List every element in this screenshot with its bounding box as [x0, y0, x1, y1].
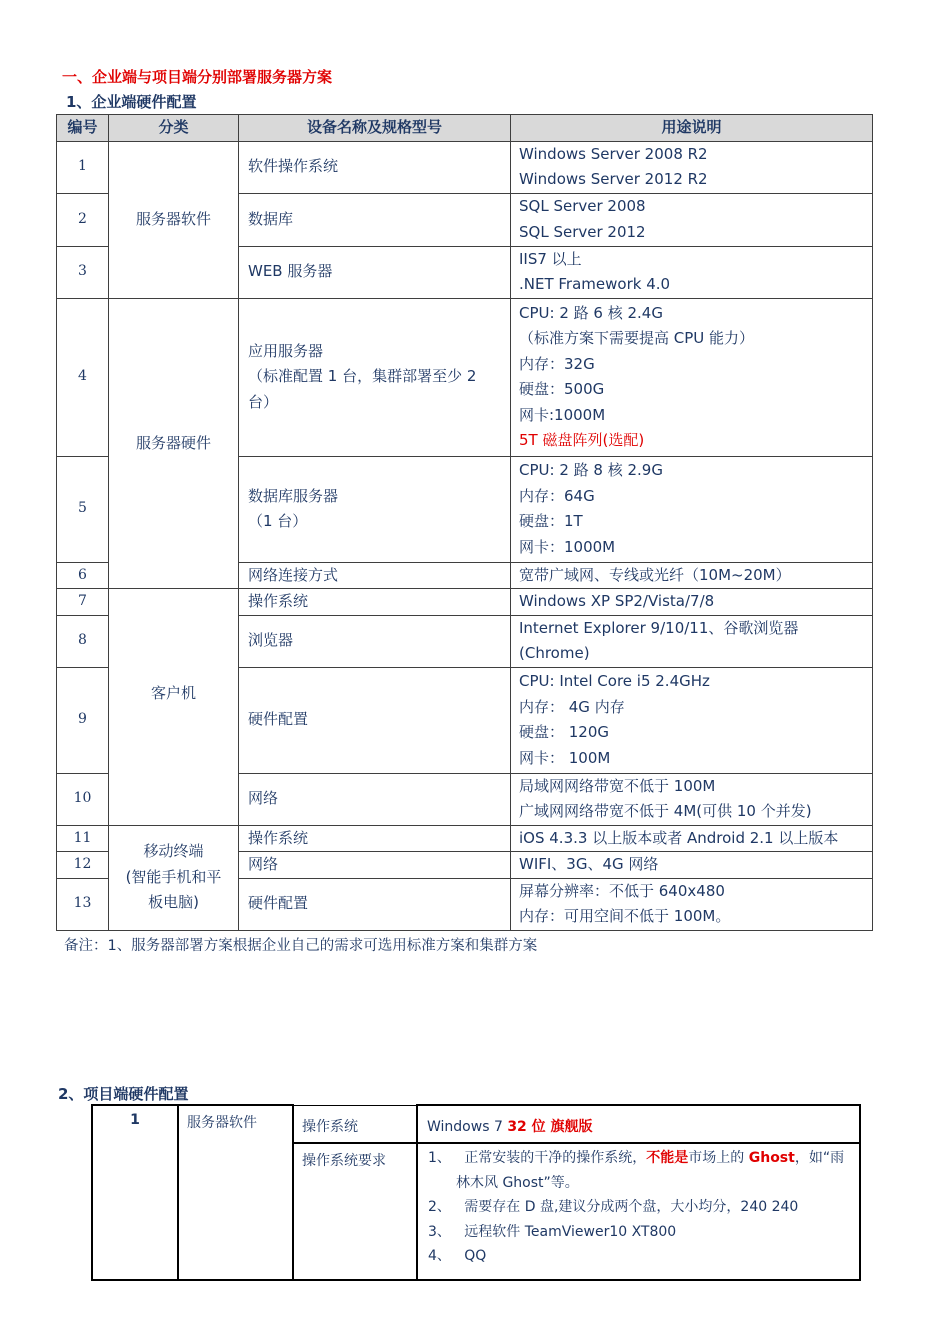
list-item: 1、 正常安装的干净的操作系统，不能是市场上的 Ghost，如“雨: [428, 1150, 845, 1166]
row-number: 9: [57, 667, 109, 773]
row-number: 4: [57, 298, 109, 456]
usage-cell: SQL Server 2008 SQL Server 2012: [511, 193, 873, 246]
subsection-title-enterprise: 1、企业端硬件配置: [66, 93, 197, 111]
row-number: 12: [57, 852, 109, 879]
usage-cell: 宽带广域网、专线或光纤（10M~20M）: [511, 562, 873, 589]
device-name-cell: 网络: [239, 852, 511, 879]
usage-cell: 屏幕分辨率：不低于 640x480 内存：可用空间不低于 100M。: [511, 878, 873, 930]
row-number: 11: [57, 825, 109, 852]
os-value-cell: Windows 7 32 位 旗舰版: [417, 1105, 860, 1143]
row-number: 6: [57, 562, 109, 589]
subsection-title-project: 2、项目端硬件配置: [58, 1085, 189, 1103]
category-cell: 服务器软件: [178, 1105, 293, 1280]
list-item: 2、 需要存在 D 盘,建议分成两个盘，大小均分，240 240: [428, 1199, 799, 1215]
table-row: [57, 141, 873, 193]
table-note: 备注：1、服务器部署方案根据企业自己的需求可选用标准方案和集群方案: [64, 938, 538, 954]
device-name-cell: 操作系统: [239, 825, 511, 852]
table-row: [57, 589, 873, 616]
section-title: 一、企业端与项目端分别部署服务器方案: [62, 68, 333, 86]
device-name-cell: 软件操作系统: [239, 141, 511, 193]
usage-cell: IIS7 以上 .NET Framework 4.0: [511, 246, 873, 298]
device-name-cell: 浏览器: [239, 615, 511, 667]
category-cell: 客户机: [109, 589, 239, 826]
row-number: 1: [92, 1105, 178, 1280]
row-number: 1: [57, 141, 109, 193]
usage-cell: CPU: 2 路 8 核 2.9G 内存：64G 硬盘：1T 网卡：1000M: [511, 456, 873, 562]
device-name-cell: 数据库: [239, 193, 511, 246]
device-name-cell: 操作系统: [239, 589, 511, 616]
usage-cell: WIFI、3G、4G 网络: [511, 852, 873, 879]
usage-cell: Windows XP SP2/Vista/7/8: [511, 589, 873, 616]
category-cell: 服务器硬件: [109, 298, 239, 589]
list-item-continuation: 林木风 Ghost”等。: [456, 1174, 579, 1191]
device-name-cell: 网络: [239, 773, 511, 825]
device-name-cell: 硬件配置: [239, 667, 511, 773]
usage-cell: iOS 4.3.3 以上版本或者 Android 2.1 以上版本: [511, 825, 873, 852]
row-number: 13: [57, 878, 109, 930]
table-header-row: [57, 115, 873, 142]
item-label-cell: 操作系统: [293, 1105, 417, 1143]
project-hardware-table: [91, 1104, 861, 1281]
usage-cell: 局域网网络带宽不低于 100M 广域网网络带宽不低于 4M(可供 10 个并发): [511, 773, 873, 825]
list-item: 3、 远程软件 TeamViewer10 XT800: [428, 1223, 677, 1240]
row-number: 2: [57, 193, 109, 246]
header-cell: 用途说明: [511, 115, 873, 142]
usage-cell: Windows Server 2008 R2 Windows Server 2012 R2: [511, 141, 873, 193]
item-label-cell: 操作系统要求: [293, 1143, 417, 1280]
header-cell: 编号: [57, 115, 109, 142]
usage-cell: CPU: Intel Core i5 2.4GHz 内存： 4G 内存 硬盘： 120G 网卡： 100M: [511, 667, 873, 773]
device-name-cell: 网络连接方式: [239, 562, 511, 589]
category-cell: 移动终端 (智能手机和平 板电脑): [109, 825, 239, 930]
category-cell: 服务器软件: [109, 141, 239, 298]
os-edition-highlight: 32 位 旗舰版: [507, 1119, 593, 1135]
device-name-cell: 应用服务器 （标准配置 1 台，集群部署至少 2 台）: [239, 298, 511, 456]
table-row: [92, 1105, 860, 1143]
list-item: 4、 QQ: [428, 1248, 487, 1264]
row-number: 7: [57, 589, 109, 616]
usage-cell: CPU: 2 路 6 核 2.4G （标准方案下需要提高 CPU 能力） 内存：32G 硬盘：500G 网卡:1000M 5T 磁盘阵列(选配): [511, 298, 873, 456]
row-number: 5: [57, 456, 109, 562]
row-number: 8: [57, 615, 109, 667]
header-cell: 设备名称及规格型号: [239, 115, 511, 142]
table-row: [57, 298, 873, 456]
requirements-cell: [417, 1143, 860, 1280]
row-number: 3: [57, 246, 109, 298]
table-row: [57, 825, 873, 852]
optional-raid-note: 5T 磁盘阵列(选配): [519, 431, 645, 449]
device-name-cell: 硬件配置: [239, 878, 511, 930]
row-number: 10: [57, 773, 109, 825]
device-name-cell: 数据库服务器 （1 台）: [239, 456, 511, 562]
device-name-cell: WEB 服务器: [239, 246, 511, 298]
usage-cell: Internet Explorer 9/10/11、谷歌浏览器 (Chrome): [511, 615, 873, 667]
enterprise-hardware-table: [56, 114, 873, 931]
header-cell: 分类: [109, 115, 239, 142]
